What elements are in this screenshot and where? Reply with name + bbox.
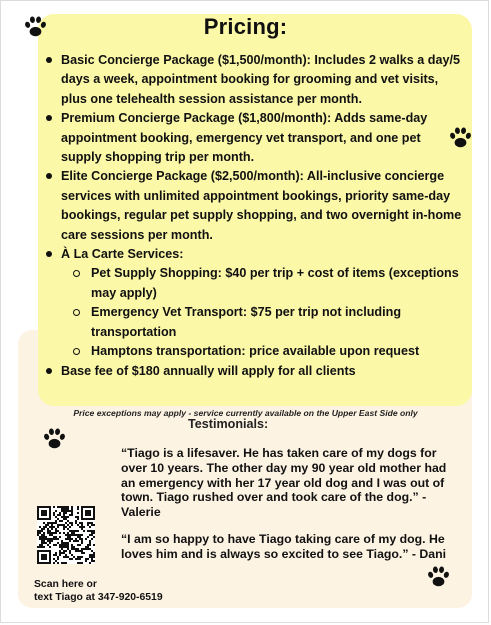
a-la-carte-section: [44, 245, 462, 361]
qr-code[interactable]: [37, 506, 95, 564]
testimonial-quote: “I am so happy to have Tiago taking care of my dog. He loves him and is always so excited to see Tiago.” - Dani: [121, 532, 447, 561]
service-footnote: Price exceptions may apply - service currently available on the Upper East Side only: [73, 408, 418, 418]
testimonials-heading: Testimonials:: [188, 417, 269, 431]
paw-print-icon: [22, 13, 49, 40]
testimonial-quote: “Tiago is a lifesaver. He has taken care of my dogs for over 10 years. The other day my 90 year old mother had an emergency with her 17 year old dog and I was out of town. Tiago rushed over and took care of the dog.” - Valerie: [121, 446, 447, 520]
contact-line: text Tiago at 347-920-6519: [34, 592, 163, 603]
list-item: Pet Supply Shopping: $40 per trip + cost of items (exceptions may apply): [61, 264, 462, 303]
contact-text: [34, 578, 204, 604]
list-item: Hamptons transportation: price available upon request: [61, 342, 462, 361]
paw-print-icon: [41, 425, 68, 452]
a-la-carte-list: [61, 264, 462, 361]
list-item: Elite Concierge Package ($2,500/month): All-inclusive concierge services with unlimited appointment bookings, priority same-day bookings, regular pet supply shopping, and two overnight in-home care sessions per month.: [44, 167, 462, 245]
a-la-carte-heading: À La Carte Services:: [61, 247, 184, 262]
list-item: Emergency Vet Transport: $75 per trip not including transportation: [61, 303, 462, 342]
list-item: Basic Concierge Package ($1,500/month): Includes 2 walks a day/5 days a week, appointment booking for grooming and vet visits, plus one telehealth session assistance per month.: [44, 51, 462, 109]
list-item: Premium Concierge Package ($1,800/month): Adds same-day appointment booking, emergency vet transport, and one pet supply shopping trip per month.: [44, 109, 462, 167]
page-title: Pricing:: [203, 14, 288, 39]
pricing-list: [44, 51, 462, 381]
contact-line: Scan here or: [34, 579, 97, 590]
base-fee-item: Base fee of $180 annually will apply for all clients: [44, 362, 462, 381]
paw-print-icon: [425, 563, 452, 590]
paw-print-icon: [447, 124, 474, 151]
